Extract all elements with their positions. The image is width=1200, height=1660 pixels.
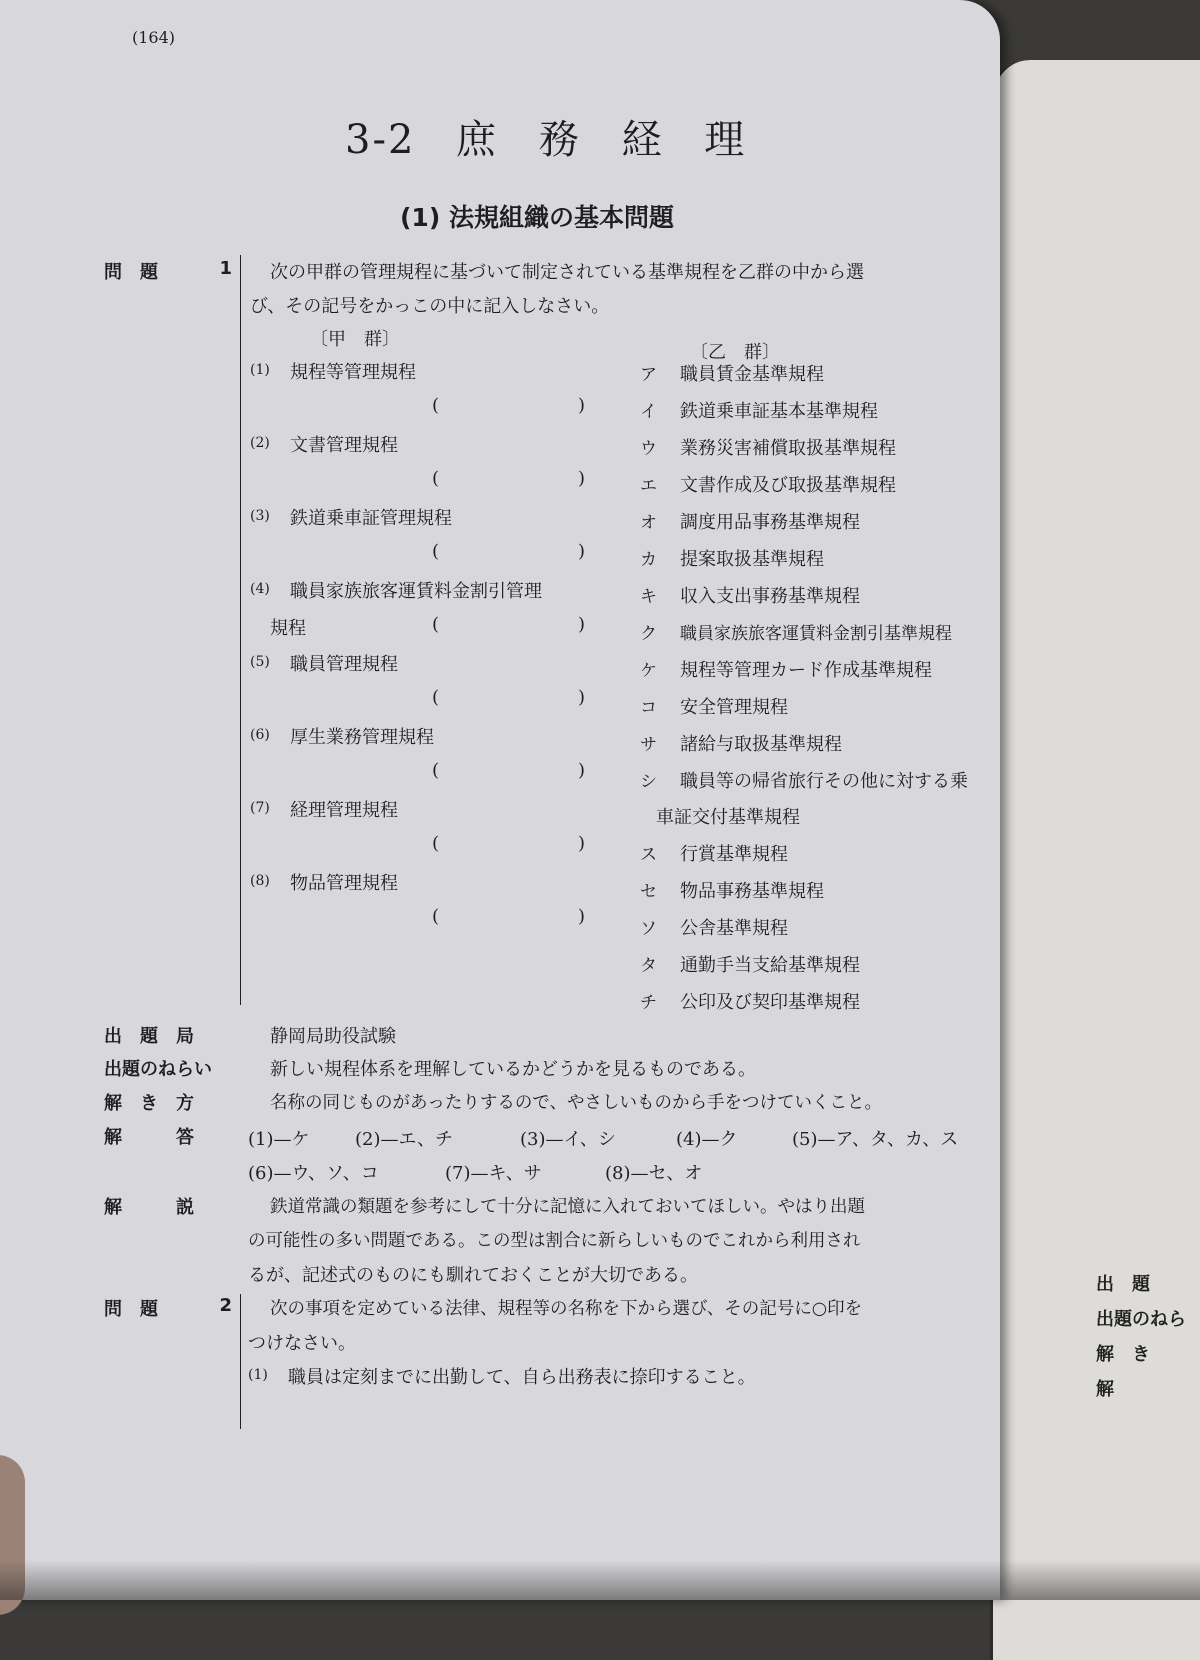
group-a-heading: 〔甲 群〕 [310, 329, 400, 350]
chapter-word-1: 庶 [456, 117, 499, 163]
answer-paren-open-2: ( [432, 468, 440, 489]
question-2-rule [240, 1294, 241, 1429]
source-label [104, 1022, 232, 1048]
question-label-number: 2 [219, 1295, 232, 1316]
facing-page-label-1: 出 題 [1096, 1274, 1150, 1295]
answer-paren-close-6: ) [578, 760, 586, 781]
group-b-item-3: 業務災害補償取扱基準規程 [680, 438, 896, 459]
explain-line-3: るが、記述式のものにも馴れておくことが大切である。 [248, 1265, 698, 1286]
group-b-kana-15: ソ [640, 919, 657, 939]
group-b-kana-11: サ [640, 735, 657, 755]
page-number: (164) [132, 28, 176, 47]
group-b-kana-6: カ [640, 550, 657, 570]
question-1-label [104, 258, 232, 284]
facing-page-label-2: 出題のねら [1096, 1309, 1186, 1330]
question-label-text: 問 題 [104, 1299, 158, 1320]
group-a-item-5-name: 職員管理規程 [290, 654, 398, 675]
answer-paren-close-3: ) [578, 541, 586, 562]
group-a-item-8-name: 物品管理規程 [290, 873, 398, 894]
group-b-item-13: 行賞基準規程 [680, 844, 788, 865]
group-b-item-15: 公舎基準規程 [680, 918, 788, 939]
facing-page-label-3: 解 き [1096, 1344, 1150, 1365]
group-b-kana-9: ケ [640, 661, 657, 681]
chapter-word-2: 務 [538, 117, 581, 163]
question-1-intro-line-2: び、その記号をかっこの中に記入しなさい。 [250, 296, 610, 317]
chapter-number: 3-2 [345, 117, 416, 163]
group-b-item-10: 安全管理規程 [680, 697, 788, 718]
group-b-kana-3: ウ [640, 439, 657, 459]
answer-paren-open-4: ( [432, 614, 440, 635]
answer-7: (7)—キ、サ [445, 1163, 542, 1184]
group-b-kana-10: コ [640, 698, 657, 718]
group-b-item-7: 収入支出事務基準規程 [680, 586, 860, 607]
question-label-text: 問 題 [104, 262, 158, 283]
answer-paren-open-1: ( [432, 395, 440, 416]
answer-paren-close-4: ) [578, 614, 586, 635]
question-2-intro-line-2: つけなさい。 [248, 1333, 356, 1354]
answer-paren-close-5: ) [578, 687, 586, 708]
group-b-kana-14: セ [640, 882, 657, 902]
question-1-rule [240, 255, 241, 1005]
group-b-kana-1: ア [640, 365, 657, 385]
group-b-item-5: 調度用品事務基準規程 [680, 512, 860, 533]
facing-page-label-4: 解 [1096, 1379, 1114, 1400]
group-b-kana-8: ク [640, 624, 657, 644]
answer-paren-close-1: ) [578, 395, 586, 416]
group-a-item-7-name: 経理管理規程 [290, 800, 398, 821]
answer-3: (3)—イ、シ [520, 1129, 616, 1150]
question-2-item-1-text: 職員は定刻までに出勤して、自ら出務表に捺印すること。 [288, 1367, 756, 1388]
group-a-item-5-number: (5) [250, 654, 270, 670]
answer-paren-close-8: ) [578, 906, 586, 927]
group-b-item-16: 通勤手当支給基準規程 [680, 955, 860, 976]
group-a-item-7-number: (7) [250, 800, 270, 816]
method-label: 解 き 方 [104, 1093, 194, 1114]
chapter-word-3: 経 [621, 117, 664, 163]
question-2-intro-line-1: 次の事項を定めている法律、規程等の名称を下から選び、その記号に○印を [270, 1299, 863, 1319]
facing-page [990, 60, 1200, 1660]
bottom-shadow [0, 1560, 1200, 1600]
explain-line-1: 鉄道常識の類題を参考にして十分に記憶に入れておいてほしい。やはり出題 [270, 1197, 865, 1217]
answer-6: (6)—ウ、ソ、コ [248, 1163, 379, 1184]
group-b-kana-7: キ [640, 587, 657, 607]
group-b-item-4: 文書作成及び取扱基準規程 [680, 475, 896, 496]
group-a-item-8-number: (8) [250, 873, 270, 889]
section-title: (1) 法規組織の基本問題 [400, 203, 674, 232]
question-2-label [104, 1295, 232, 1321]
answer-1: (1)—ケ [248, 1129, 310, 1150]
answer-paren-open-5: ( [432, 687, 440, 708]
answer-paren-open-3: ( [432, 541, 440, 562]
group-a-item-4-continuation: 規程 [270, 618, 306, 639]
question-1-intro-line-1: 次の甲群の管理規程に基づいて制定されている基準規程を乙群の中から選 [270, 262, 864, 283]
answer-paren-open-6: ( [432, 760, 440, 781]
chapter-title [345, 108, 746, 165]
group-b-item-1: 職員賃金基準規程 [680, 364, 824, 385]
source-label-text: 出 題 局 [104, 1026, 194, 1047]
chapter-word-4: 理 [704, 117, 747, 163]
group-a-item-4-name: 職員家族旅客運賃料金割引管理 [290, 581, 542, 602]
group-b-kana-13: ス [640, 845, 657, 865]
question-label-number: 1 [219, 258, 232, 279]
group-b-kana-5: オ [640, 513, 657, 533]
answer-label: 解 答 [104, 1127, 194, 1148]
group-b-item-8: 職員家族旅客運賃料金割引基準規程 [680, 624, 952, 644]
answer-paren-close-2: ) [578, 468, 586, 489]
question-2-item-1-number: (1) [248, 1367, 268, 1383]
group-a-item-6-number: (6) [250, 727, 270, 743]
group-a-item-3-number: (3) [250, 508, 270, 524]
answer-2: (2)—エ、チ [355, 1129, 454, 1150]
source-text: 静岡局助役試験 [270, 1026, 396, 1047]
group-a-item-6-name: 厚生業務管理規程 [290, 727, 434, 748]
method-text: 名称の同じものがあったりするので、やさしいものから手をつけていくこと。 [270, 1093, 882, 1113]
group-b-item-12: 職員等の帰省旅行その他に対する乗 [680, 771, 968, 792]
group-a-item-2-name: 文書管理規程 [290, 435, 398, 456]
group-b-item-6: 提案取扱基準規程 [680, 549, 824, 570]
answer-paren-open-8: ( [432, 906, 440, 927]
group-a-item-1-number: (1) [250, 362, 270, 378]
group-b-item-2: 鉄道乗車証基本基準規程 [680, 401, 878, 422]
explain-line-2: の可能性の多い問題である。この型は割合に新らしいものでこれから利用され [248, 1231, 861, 1251]
group-b-kana-17: チ [640, 993, 657, 1013]
group-b-item-11: 諸給与取扱基準規程 [680, 734, 842, 755]
group-b-kana-4: エ [640, 476, 657, 496]
group-a-item-2-number: (2) [250, 435, 270, 451]
group-a-item-4-number: (4) [250, 581, 270, 597]
answer-4: (4)—ク [676, 1129, 738, 1150]
group-b-kana-2: イ [640, 402, 657, 422]
explain-label: 解 説 [104, 1197, 194, 1218]
answer-5: (5)—ア、タ、カ、ス [792, 1129, 959, 1150]
group-b-kana-12: シ [640, 772, 657, 792]
group-b-heading: 〔乙 群〕 [690, 342, 780, 363]
answer-8: (8)—セ、オ [605, 1163, 703, 1184]
answer-paren-close-7: ) [578, 833, 586, 854]
group-b-kana-16: タ [640, 956, 657, 976]
answer-paren-open-7: ( [432, 833, 440, 854]
group-b-item-14: 物品事務基準規程 [680, 881, 824, 902]
group-a-item-1-name: 規程等管理規程 [290, 362, 416, 383]
group-b-item-17: 公印及び契印基準規程 [680, 992, 860, 1013]
group-a-item-3-name: 鉄道乗車証管理規程 [290, 508, 452, 529]
group-b-item-12-continuation: 車証交付基準規程 [656, 807, 800, 828]
aim-label: 出題のねらい [104, 1059, 212, 1080]
group-b-item-9: 規程等管理カード作成基準規程 [680, 660, 932, 681]
aim-text: 新しい規程体系を理解しているかどうかを見るものである。 [270, 1059, 756, 1080]
